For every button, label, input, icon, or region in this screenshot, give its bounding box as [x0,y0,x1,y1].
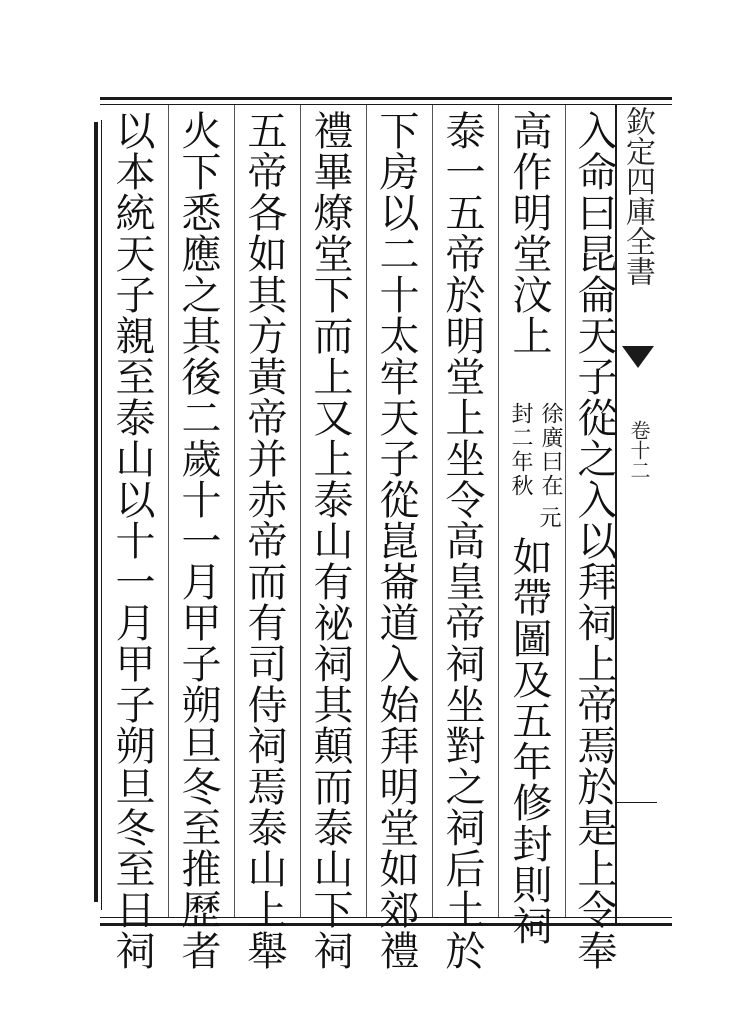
frame-left-rule [94,122,98,902]
text-column-1: 入命曰昆侖天子從之入以拜祠上帝焉於是上令奉 [571,110,617,971]
fish-tail-mark [622,346,654,368]
column-divider [432,105,433,917]
frame-top-rule [100,97,672,100]
text-column-5: 禮畢燎堂下而上又上泰山有祕祠其顛而泰山下祠 [307,110,353,971]
margin-tick-rule [617,802,657,803]
column-divider [234,105,235,917]
column-divider [168,105,169,917]
margin-book-title: 欽定四庫全書 [620,106,655,286]
frame-top-inner-rule [100,104,672,105]
text-column-7: 火下悉應之其後二歲十一月甲子朔旦冬至推歷者 [175,110,221,971]
text-column-3: 泰一五帝於明堂上坐令高皇帝祠坐對之祠后土於 [439,110,485,971]
commentary-note-right: 徐廣曰在 [538,402,563,498]
commentary-note-left: 封二年秋 [508,402,533,498]
commentary-note-tail: 元 [536,506,561,530]
column-divider [565,105,566,917]
text-column-8: 以本統天子親至泰山以十一月甲子朔旦冬至日祠 [109,110,155,971]
column-divider [366,105,367,917]
column-divider [300,105,301,917]
text-column-2-part-a: 高作明堂汶上 [506,110,552,356]
text-column-4: 下房以二十太牢天子從崑崙道入始拜明堂如郊禮 [373,110,419,971]
frame-left-inner-rule [101,120,102,910]
text-column-2-part-b: 如帶圖及五年修封則祠 [506,536,552,946]
margin-juan-number: 卷十二 [627,420,651,480]
text-column-6: 五帝各如其方黃帝并赤帝而有司侍祠焉泰山上舉 [241,110,287,971]
column-divider [498,105,499,917]
